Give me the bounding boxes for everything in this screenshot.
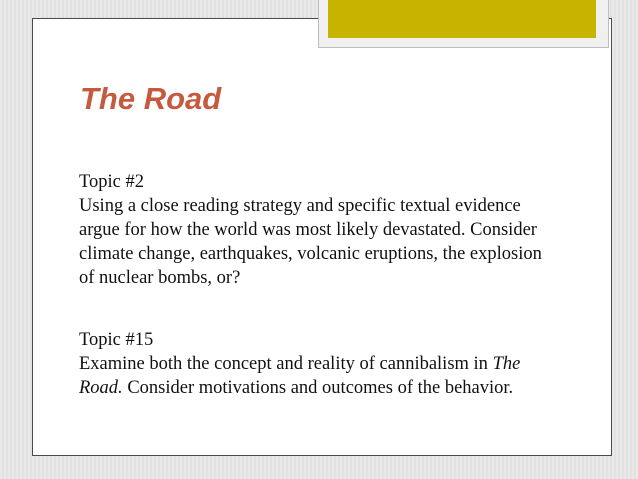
topic-15-heading: Topic #15 [79,330,154,350]
topic-2-block [79,170,549,290]
book-title-italic: The Road. [79,354,521,398]
topic-15-body-start: Examine both the concept and reality of cannibalism in [79,354,493,374]
accent-bar [328,0,596,38]
topic-2-heading: Topic #2 [79,172,144,192]
slide-title: The Road [80,81,222,116]
topic-15-block [79,328,549,400]
topic-15-body [79,352,549,400]
topic-2-body: Using a close reading strategy and specific textual evidence argue for how the world was most likely devastated. Consider climate change, earthquakes, volcanic eruptions, the explosion of nuclear bombs, or? [79,196,542,288]
topic-15-body-end: Consider motivations and outcomes of the behavior. [122,378,514,398]
